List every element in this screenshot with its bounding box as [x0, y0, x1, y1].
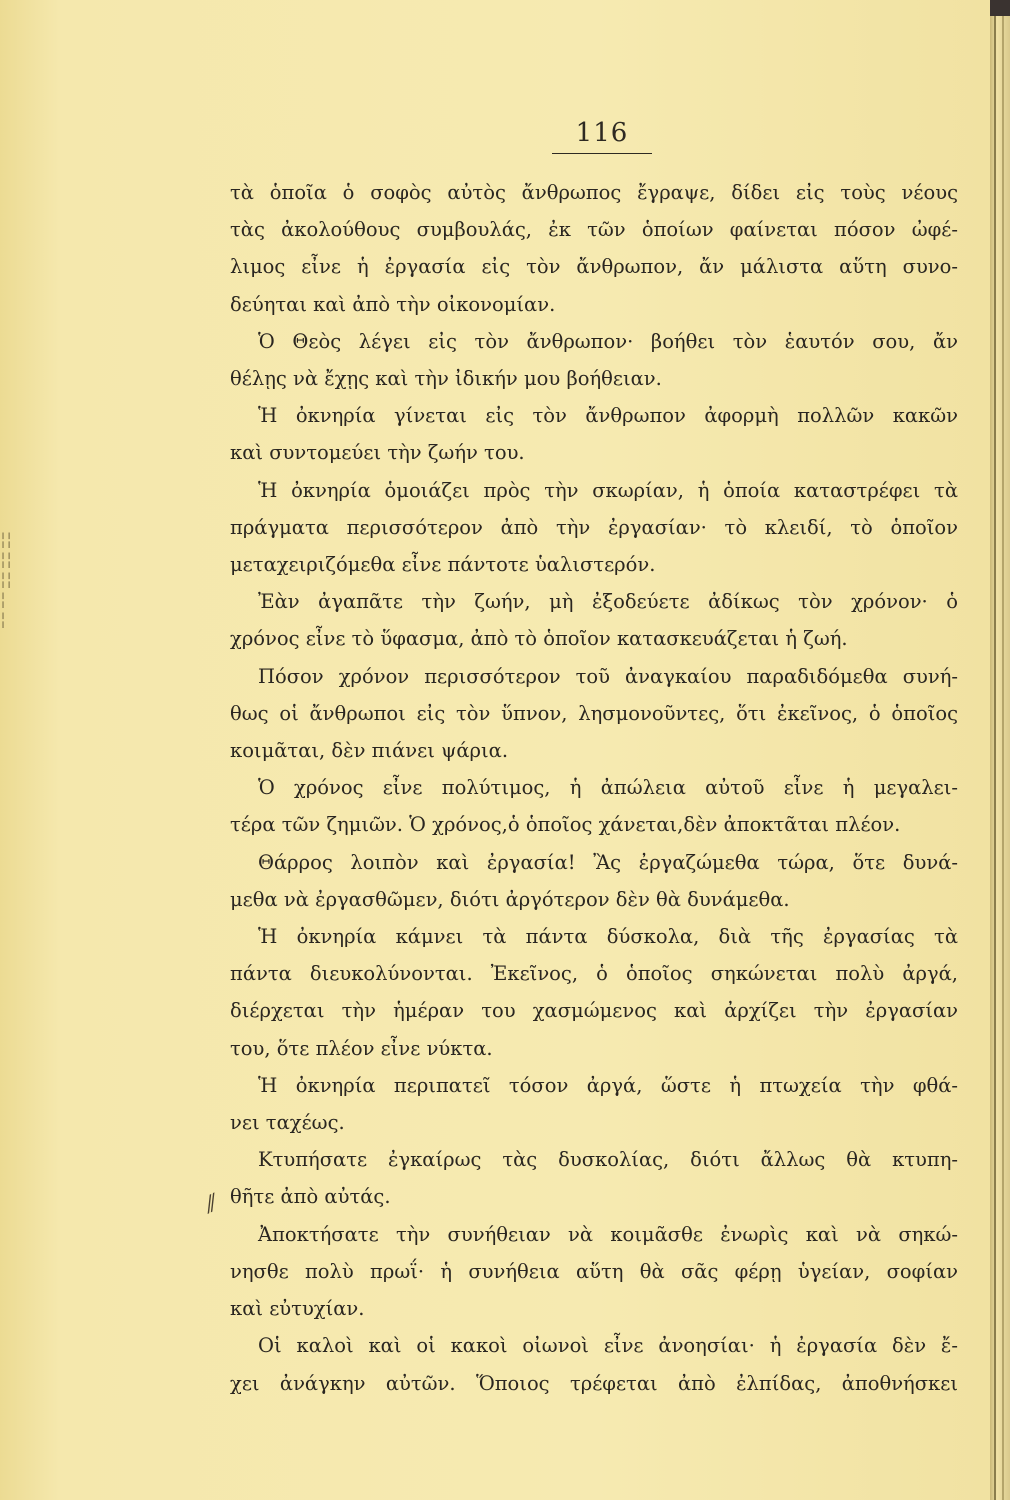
text-line: του, ὅτε πλέον εἶνε νύκτα. [230, 1036, 493, 1060]
page-number: 116 [575, 118, 629, 148]
text-line: μεταχειριζόμεθα εἶνε πάντοτε ὑαλιστερόν. [230, 553, 656, 577]
paragraph [230, 658, 958, 770]
text-line: Ἡ ὀκνηρία γίνεται εἰς τὸν ἄνθρωπον ἀφορμὴ πολλῶν κακῶν [258, 404, 958, 428]
paragraph [230, 1067, 958, 1141]
text-line: πάντα διευκολύνονται. Ἐκεῖνος, ὁ ὁποῖος σηκώνεται πολὺ ἀργά, [230, 962, 958, 986]
text-line: θέλῃς νὰ ἔχῃς καὶ τὴν ἰδικήν μου βοήθειαν. [230, 367, 662, 391]
paragraph [230, 769, 958, 843]
paragraph [230, 1141, 958, 1215]
text-line: τέρα τῶν ζημιῶν. Ὁ χρόνος,ὁ ὁποῖος χάνεται,δὲν ἀποκτᾶται πλέον. [230, 813, 901, 837]
text-line: θως οἱ ἄνθρωποι εἰς τὸν ὕπνον, λησμονοῦντες, ὅτι ἐκεῖνος, ὁ ὁποῖος [230, 701, 958, 725]
text-line: θῆτε ἀπὸ αὐτάς. [230, 1185, 391, 1209]
margin-show-through-mark: ¦¦ ¦¦ ¦¦ ¦ ¦ [0, 529, 13, 630]
text-line: Ἐὰν ἀγαπᾶτε τὴν ζωήν, μὴ ἐξοδεύετε ἀδίκως τὸν χρόνον· ὁ [258, 590, 958, 614]
text-line: Πόσον χρόνον περισσότερον τοῦ ἀναγκαίου παραδιδόμεθα συνή- [258, 664, 958, 688]
binding-tab [990, 0, 1010, 16]
text-line: καὶ συντομεύει τὴν ζωήν του. [230, 441, 525, 465]
text-line: χρόνος εἶνε τὸ ὕφασμα, ἀπὸ τὸ ὁποῖον κατασκευάζεται ἡ ζωή. [230, 627, 848, 651]
paragraph [230, 472, 958, 584]
paragraph [230, 397, 958, 471]
text-line: Ἡ ὀκνηρία περιπατεῖ τόσον ἀργά, ὥστε ἡ πτωχεία τὴν φθά- [258, 1073, 958, 1097]
text-line: καὶ εὐτυχίαν. [230, 1297, 365, 1321]
paragraph [230, 918, 958, 1067]
paragraph [230, 1327, 958, 1401]
text-line: λιμος εἶνε ἡ ἐργασία εἰς τὸν ἄνθρωπον, ἄν μάλιστα αὕτη συνο- [230, 255, 958, 279]
text-line: τὰ ὁποῖα ὁ σοφὸς αὐτὸς ἄνθρωπος ἔγραψε, δίδει εἰς τοὺς νέους [230, 181, 958, 204]
text-line: νησθε πολὺ πρωΐ· ἡ συνήθεια αὕτη θὰ σᾶς φέρῃ ὑγείαν, σοφίαν [230, 1259, 958, 1283]
text-line: Ἡ ὀκνηρία κάμνει τὰ πάντα δύσκολα, διὰ τῆς ἐργασίας τὰ [258, 925, 958, 949]
text-line: Ὁ Θεὸς λέγει εἰς τὸν ἄνθρωπον· βοήθει τὸν ἑαυτόν σου, ἄν [258, 329, 958, 353]
page-binding-edge [990, 0, 1010, 1500]
paragraph [230, 844, 958, 918]
paragraph [230, 174, 958, 323]
text-line: κοιμᾶται, δὲν πιάνει ψάρια. [230, 739, 509, 763]
paragraph [230, 1216, 958, 1328]
text-line: Θάρρος λοιπὸν καὶ ἐργασία! Ἂς ἐργαζώμεθα τώρα, ὅτε δυνά- [258, 850, 958, 874]
body-text [230, 174, 958, 1402]
paragraph [230, 583, 958, 657]
text-line: Ἀποκτήσατε τὴν συνήθειαν νὰ κοιμᾶσθε ἐνωρὶς καὶ νὰ σηκώ- [258, 1222, 958, 1246]
text-line: Κτυπήσατε ἐγκαίρως τὰς δυσκολίας, διότι ἄλλως θὰ κτυπη- [258, 1148, 958, 1172]
text-line: δεύηται καὶ ἀπὸ τὴν οἰκονομίαν. [230, 292, 556, 316]
text-line: μεθα νὰ ἐργασθῶμεν, διότι ἀργότερον δὲν θὰ δυνάμεθα. [230, 887, 790, 911]
text-line: Ἡ ὀκνηρία ὁμοιάζει πρὸς τὴν σκωρίαν, ἡ ὁποία καταστρέφει τὰ [258, 478, 958, 502]
text-line: χει ἀνάγκην αὐτῶν. Ὅποιος τρέφεται ἀπὸ ἐλπίδας, ἀποθνήσκει [230, 1371, 958, 1395]
text-line: νει ταχέως. [230, 1111, 345, 1135]
page-number-rule [552, 153, 652, 154]
pen-annotation-mark: ⁄⁄ [203, 1191, 221, 1218]
text-line: διέρχεται τὴν ἡμέραν του χασμώμενος καὶ ἀρχίζει τὴν ἐργασίαν [230, 999, 958, 1023]
text-line: Οἱ καλοὶ καὶ οἱ κακοὶ οἰωνοὶ εἶνε ἀνοησίαι· ἡ ἐργασία δὲν ἔ- [258, 1334, 958, 1358]
text-line: πράγματα περισσότερον ἀπὸ τὴν ἐργασίαν· τὸ κλειδί, τὸ ὁποῖον [230, 515, 958, 539]
text-line: Ὁ χρόνος εἶνε πολύτιμος, ἡ ἀπώλεια αὐτοῦ εἶνε ἡ μεγαλει- [258, 776, 958, 800]
text-line: τὰς ἀκολούθους συμβουλάς, ἐκ τῶν ὁποίων φαίνεται πόσον ὠφέ- [230, 218, 958, 242]
paragraph [230, 323, 958, 397]
